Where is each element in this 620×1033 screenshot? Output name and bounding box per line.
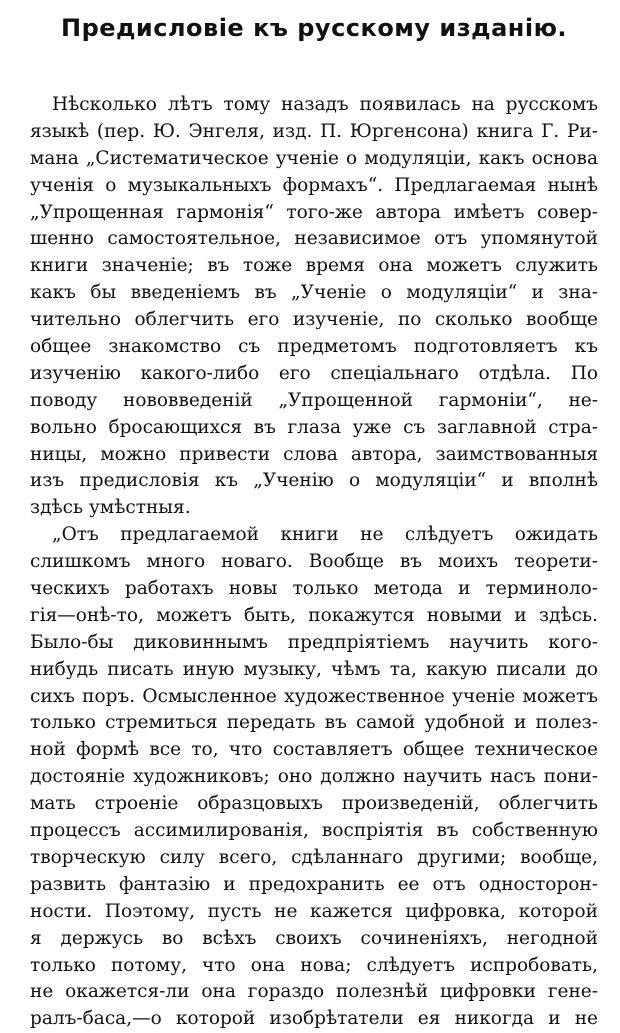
document-body (30, 92, 598, 1033)
text-line: слишкомъ много новаго. Вообще въ моихъ теорети- (30, 551, 598, 573)
text-line: я держусь во всѣхъ своихъ сочиненіяхъ, негодной (30, 927, 598, 949)
text-line: языкѣ (пер. Ю. Энгеля, изд. П. Юргенсона) книга Г. Ри- (30, 120, 598, 142)
text-line: чительно облегчить его изученіе, по сколько вообще (30, 309, 598, 331)
text-line: изученію какого-либо его спеціальнаго отдѣла. По (30, 362, 598, 384)
page-title: Предисловіе къ русскому изданію. (60, 14, 568, 42)
text-line: общее знакомство съ предметомъ подготовляетъ къ (30, 336, 598, 358)
paragraph-2 (30, 522, 598, 1033)
text-line: поводу нововведеній „Упрощенной гармоніи“, не- (30, 389, 598, 411)
text-line: творческую силу всего, сдѣланнаго другими; вообще, (30, 846, 598, 868)
text-line: только потому, что она нова; слѣдуетъ испробовать, (30, 954, 598, 976)
text-line: какъ бы введеніемъ въ „Ученіе о модуляціи“ и зна- (30, 282, 598, 304)
text-line: Было-бы диковиннымъ предпріятіемъ научить кого- (30, 631, 598, 653)
text-line: „Упрощенная гармонія“ того-же автора имѣетъ совер- (30, 201, 598, 223)
text-line: ческихъ работахъ новы только метода и терминоло- (30, 578, 598, 600)
text-line: процессъ ассимилированія, воспріятія въ собственную (30, 820, 598, 842)
text-line: достояніе художниковъ; оно должно научить насъ пони- (30, 766, 598, 788)
text-line: ности. Поэтому, пусть не кажется цифровка, которой (30, 900, 598, 922)
text-line: здѣсь умѣстныя. (30, 497, 191, 519)
text-line: мать строеніе образцовыхъ произведеній, облегчить (30, 793, 598, 815)
text-line: не окажется-ли она гораздо полезнѣй цифровки гене- (30, 981, 598, 1003)
text-line: нибудь писать иную музыку, чѣмъ та, какую писали до (30, 658, 598, 680)
text-line: ралъ-баса,—о которой изобрѣтатели ея никогда и не (30, 1008, 598, 1030)
text-line: только стремиться передать въ самой удобной и полез- (30, 712, 598, 734)
text-line: гія—онѣ-то, можетъ быть, покажутся новыми и здѣсь. (30, 604, 598, 626)
text-line: ученія о музыкальныхъ формахъ“. Предлагаемая нынѣ (30, 174, 598, 196)
text-line: сихъ поръ. Осмысленное художественное ученіе можетъ (30, 685, 598, 707)
text-line: вольно бросающихся въ глаза уже съ заглавной стра- (30, 416, 598, 438)
text-line: изъ предисловія къ „Ученію о модуляціи“ и вполнѣ (30, 470, 598, 492)
text-line: „Отъ предлагаемой книги не слѣдуетъ ожидать (52, 524, 598, 546)
text-line: мана „Систематическое ученіе о модуляціи, какъ основа (30, 147, 598, 169)
text-line: Нѣсколько лѣтъ тому назадъ появилась на русскомъ (52, 94, 598, 115)
text-line: книги значеніе; въ тоже время она можетъ служить (30, 255, 598, 277)
text-line: ницы, можно привести слова автора, заимствованныя (30, 443, 598, 465)
text-line: развить фантазію и предохранить ее отъ односторон- (30, 873, 598, 895)
text-line: шенно самостоятельное, независимое отъ упомянутой (30, 228, 598, 250)
text-line: ной формѣ все то, что составляетъ общее техническое (30, 739, 598, 761)
paragraph-1 (30, 92, 598, 522)
